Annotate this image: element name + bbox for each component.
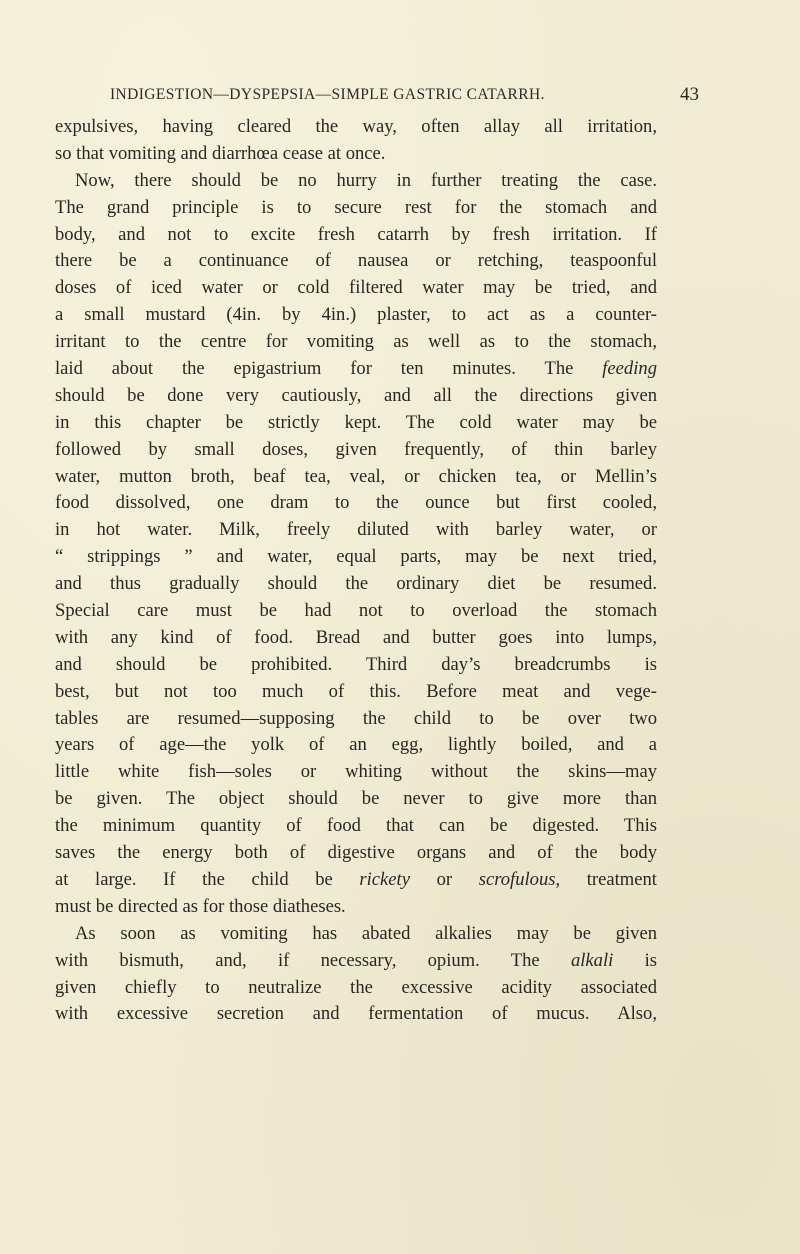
- text-line: [55, 948, 657, 975]
- text-line: [55, 222, 657, 249]
- text-span: so that vomiting and diarrhœa cease at once.: [55, 142, 386, 164]
- text-span: with any kind of food. Bread and butter goes into lumps,: [55, 626, 657, 648]
- text-line: [55, 168, 657, 195]
- text-line: [55, 679, 657, 706]
- text-span: , treatment: [555, 868, 657, 890]
- text-line: [55, 437, 657, 464]
- text-span: laid about the epigastrium for ten minutes. The: [55, 358, 603, 380]
- text-line: [55, 840, 657, 867]
- italic-text: rickety: [359, 868, 410, 890]
- text-span: be given. The object should be never to give more than: [55, 788, 657, 810]
- text-line: [55, 813, 657, 840]
- text-span: saves the energy both of digestive organs and of the body: [55, 842, 657, 864]
- text-line: [55, 141, 657, 168]
- text-line: [55, 1001, 657, 1028]
- text-line: [55, 894, 657, 921]
- italic-text: scrofulous: [478, 868, 556, 890]
- text-line: [55, 598, 657, 625]
- running-head: INDIGESTION—DYSPEPSIA—SIMPLE GASTRIC CATARRH.: [110, 86, 545, 103]
- text-line: [55, 114, 657, 141]
- text-line: [55, 544, 657, 571]
- text-line: [55, 517, 657, 544]
- text-line: [55, 248, 657, 275]
- text-line: [55, 356, 657, 383]
- text-span: a small mustard (4in. by 4in.) plaster, to act as a counter-: [55, 304, 657, 326]
- text-line: [55, 329, 657, 356]
- text-line: [55, 921, 657, 948]
- text-line: [55, 571, 657, 598]
- text-line: [55, 410, 657, 437]
- text-line: [55, 975, 657, 1002]
- text-span: given chiefly to neutralize the excessive acidity associated: [55, 976, 657, 998]
- text-line: [55, 302, 657, 329]
- text-line: [55, 195, 657, 222]
- text-span: irritant to the centre for vomiting as well as to the stomach,: [55, 331, 657, 353]
- body-text: [55, 114, 657, 1028]
- text-line: [55, 759, 657, 786]
- text-span: The grand principle is to secure rest for the stomach and: [55, 196, 657, 218]
- text-span: “ strippings ” and water, equal parts, may be next tried,: [55, 546, 657, 568]
- italic-text: feeding: [602, 358, 657, 380]
- text-line: [55, 867, 657, 894]
- text-span: expulsives, having cleared the way, often allay all irritation,: [55, 116, 657, 137]
- text-span: should be done very cautiously, and all the directions given: [55, 384, 657, 406]
- italic-text: alkali: [570, 949, 614, 971]
- text-span: and should be prohibited. Third day’s breadcrumbs is: [55, 653, 657, 675]
- text-line: [55, 786, 657, 813]
- text-span: As soon as vomiting has abated alkalies may be given: [75, 922, 657, 944]
- text-line: [55, 652, 657, 679]
- text-span: or: [409, 868, 479, 890]
- text-span: little white fish—soles or whiting without the skins—may: [55, 761, 657, 783]
- text-line: [55, 732, 657, 759]
- text-span: must be directed as for those diatheses.: [55, 895, 346, 917]
- text-span: in hot water. Milk, freely diluted with barley water, or: [55, 519, 657, 541]
- text-span: with excessive secretion and fermentation of mucus. Also,: [55, 1003, 657, 1025]
- text-line: [55, 490, 657, 517]
- text-span: Now, there should be no hurry in further treating the case.: [75, 169, 657, 191]
- text-line: [55, 383, 657, 410]
- text-span: is: [613, 949, 657, 971]
- text-span: tables are resumed—supposing the child to be over two: [55, 707, 657, 729]
- text-span: with bismuth, and, if necessary, opium. The: [55, 949, 571, 971]
- text-span: best, but not too much of this. Before meat and vege-: [55, 680, 657, 702]
- text-span: water, mutton broth, beaf tea, veal, or chicken tea, or Mellin’s: [55, 465, 657, 487]
- text-span: food dissolved, one dram to the ounce but first cooled,: [55, 492, 657, 514]
- text-span: the minimum quantity of food that can be digested. This: [55, 815, 657, 837]
- text-span: and thus gradually should the ordinary diet be resumed.: [55, 573, 657, 595]
- text-span: years of age—the yolk of an egg, lightly boiled, and a: [55, 734, 657, 756]
- text-line: [55, 275, 657, 302]
- text-span: Special care must be had not to overload the stomach: [55, 600, 657, 622]
- text-span: body, and not to excite fresh catarrh by fresh irritation. If: [55, 223, 657, 245]
- text-line: [55, 706, 657, 733]
- text-span: followed by small doses, given frequently, of thin barley: [55, 438, 657, 460]
- text-span: in this chapter be strictly kept. The cold water may be: [55, 411, 657, 433]
- page-number: 43: [680, 84, 699, 105]
- text-span: there be a continuance of nausea or retching, teaspoonful: [55, 250, 657, 272]
- text-line: [55, 464, 657, 491]
- text-span: doses of iced water or cold filtered water may be tried, and: [55, 277, 657, 299]
- text-line: [55, 625, 657, 652]
- text-span: at large. If the child be: [55, 868, 360, 890]
